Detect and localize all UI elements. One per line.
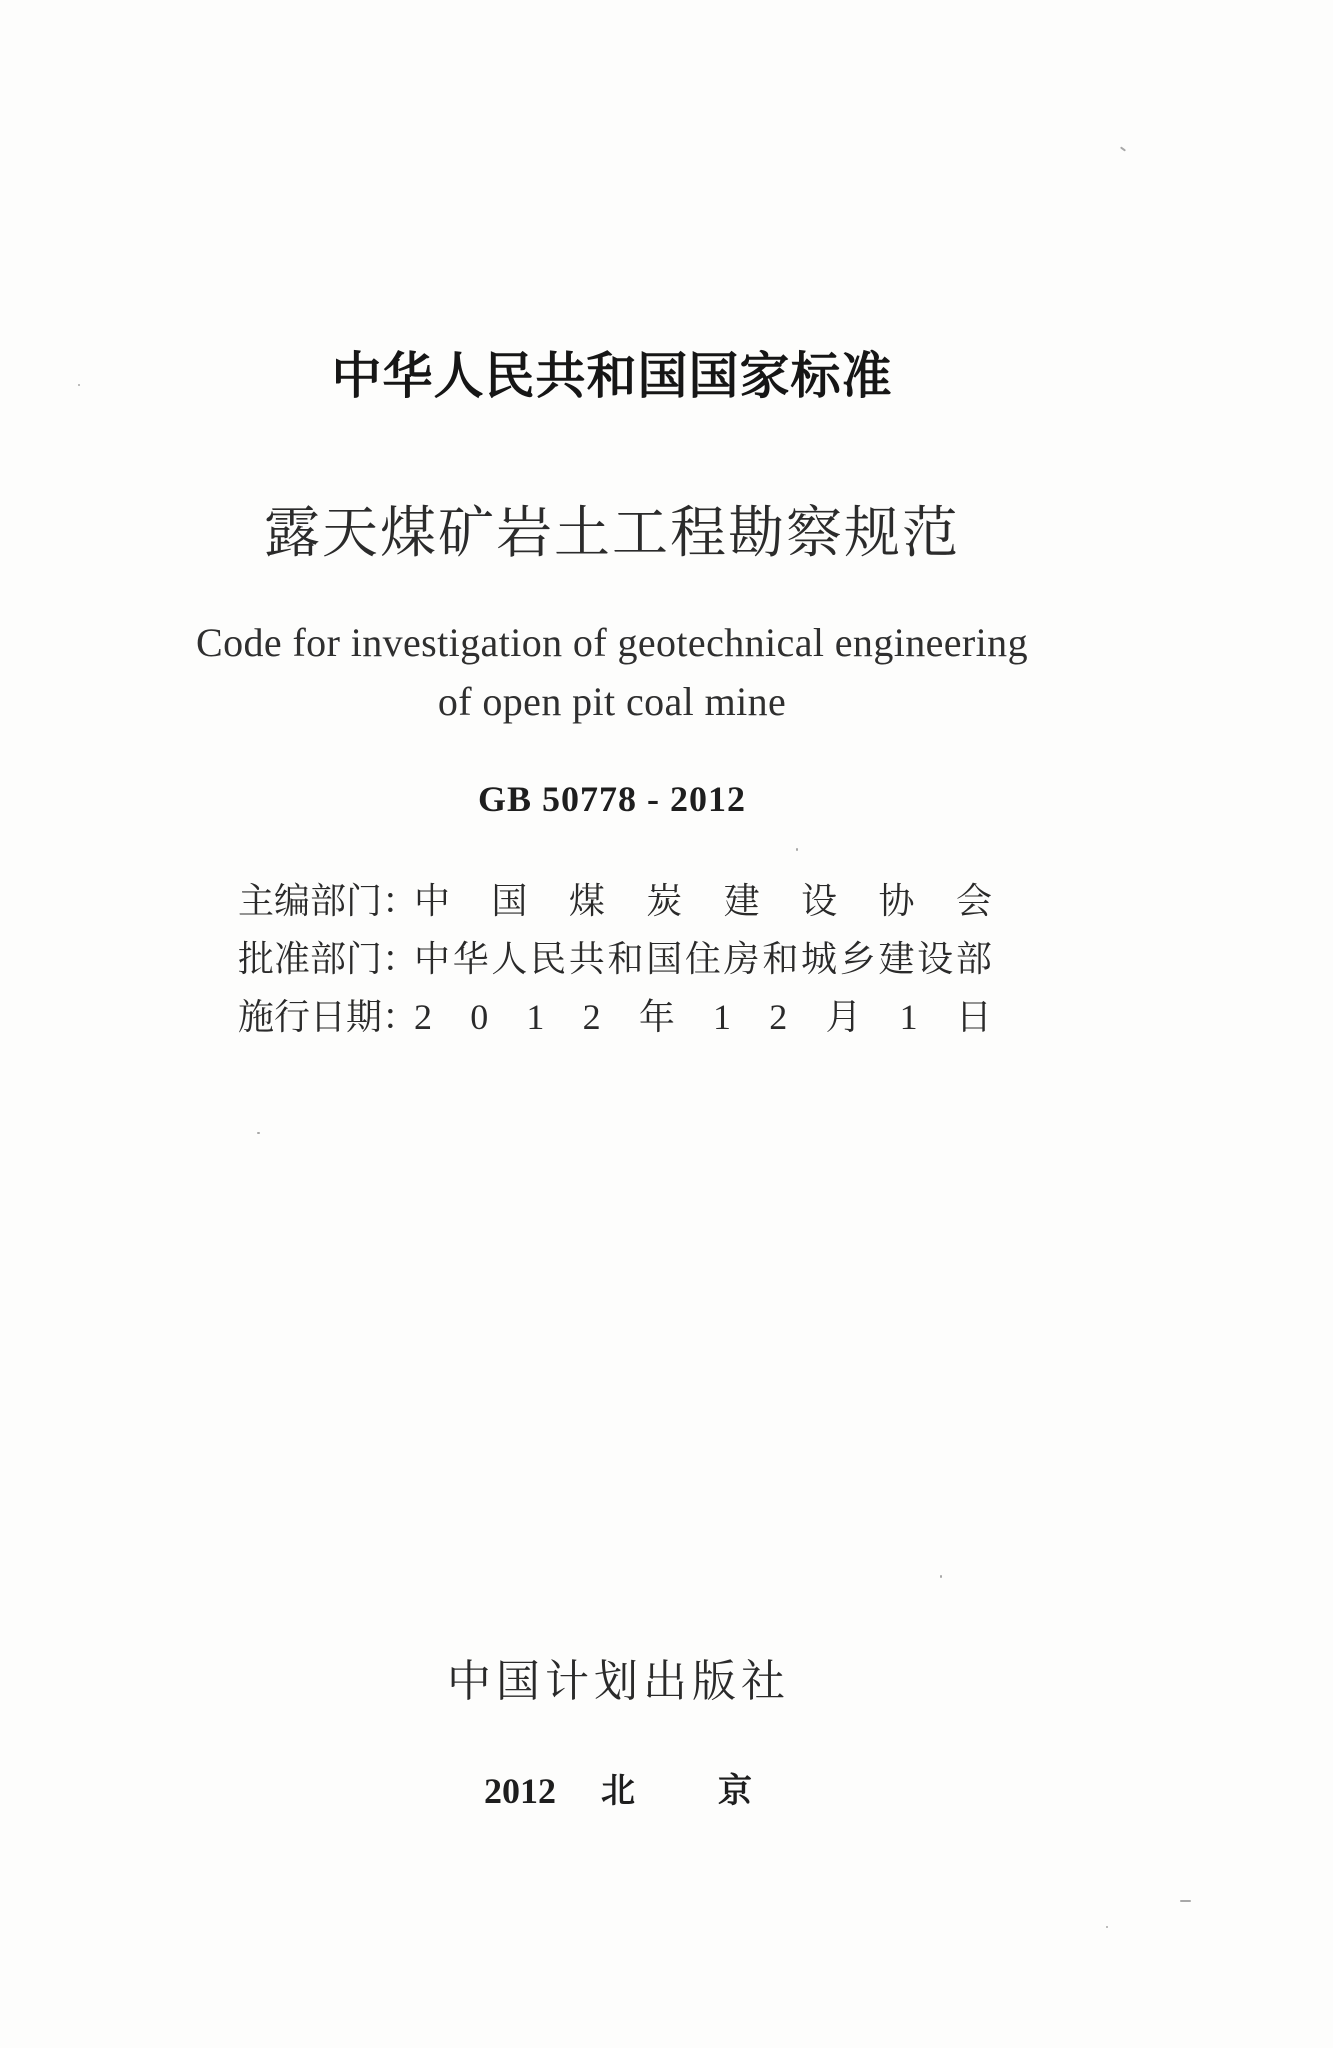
text-char: 会 bbox=[955, 881, 992, 921]
text-char: 部 bbox=[955, 939, 992, 979]
text-char: 日 bbox=[955, 997, 992, 1037]
text-char: 1 bbox=[526, 997, 545, 1037]
scan-speck bbox=[78, 384, 80, 386]
standard-number: GB 50778 - 2012 bbox=[477, 779, 746, 819]
detail-value bbox=[414, 930, 992, 988]
detail-row-editor bbox=[238, 872, 992, 930]
text-char: 中 bbox=[414, 939, 451, 979]
text-char: 京 bbox=[718, 1771, 752, 1811]
text-char: 人 bbox=[491, 939, 528, 979]
text-char: 设 bbox=[917, 939, 954, 979]
publisher-name: 中国计划出版社 bbox=[447, 1656, 790, 1707]
scan-speck bbox=[257, 1132, 260, 1134]
standard-category: 中华人民共和国国家标准 bbox=[331, 347, 893, 405]
text-char: 协 bbox=[878, 881, 915, 921]
text-char: 炭 bbox=[646, 881, 683, 921]
text-char: 0 bbox=[470, 997, 489, 1037]
text-char: 中 bbox=[414, 881, 451, 921]
detail-row-approver bbox=[238, 930, 992, 988]
text-char: 和 bbox=[762, 939, 799, 979]
detail-value bbox=[414, 872, 992, 930]
scan-speck bbox=[1106, 1926, 1108, 1928]
text-char: 2 bbox=[414, 997, 432, 1037]
scan-speck bbox=[940, 1575, 942, 1578]
detail-label: 主编部门： bbox=[238, 881, 419, 921]
imprint-city bbox=[601, 1766, 752, 1816]
imprint bbox=[484, 1766, 752, 1816]
text-char: 2 bbox=[769, 997, 788, 1037]
scan-speck bbox=[1120, 146, 1126, 151]
text-char: 和 bbox=[607, 939, 644, 979]
text-char: 北 bbox=[601, 1771, 635, 1811]
text-char: 民 bbox=[530, 939, 567, 979]
text-char: 1 bbox=[713, 997, 732, 1037]
text-char: 建 bbox=[723, 881, 760, 921]
imprint-year: 2012 bbox=[484, 1771, 556, 1811]
text-char: 年 bbox=[638, 997, 675, 1037]
text-char: 煤 bbox=[568, 881, 605, 921]
text-char: 华 bbox=[452, 939, 489, 979]
detail-value bbox=[414, 988, 992, 1046]
title-chinese: 露天煤矿岩土工程勘察规范 bbox=[264, 501, 960, 566]
detail-label: 施行日期： bbox=[238, 997, 419, 1037]
text-char: 2 bbox=[582, 997, 601, 1037]
text-char: 城 bbox=[801, 939, 838, 979]
text-char: 房 bbox=[723, 939, 760, 979]
text-char: 设 bbox=[801, 881, 838, 921]
text-char: 国 bbox=[491, 881, 528, 921]
text-char: 共 bbox=[568, 939, 605, 979]
text-char: 国 bbox=[646, 939, 683, 979]
text-char: 建 bbox=[878, 939, 915, 979]
text-char: 1 bbox=[899, 997, 918, 1037]
title-english-line-1: Code for investigation of geotechnical engineering bbox=[196, 620, 1028, 665]
details-block bbox=[238, 872, 992, 1046]
scan-speck bbox=[796, 848, 798, 851]
detail-row-effective-date bbox=[238, 988, 992, 1046]
text-char: 月 bbox=[825, 997, 862, 1037]
detail-label: 批准部门： bbox=[238, 939, 419, 979]
scan-speck bbox=[1180, 1900, 1191, 1902]
text-char: 住 bbox=[684, 939, 721, 979]
title-english-line-2: of open pit coal mine bbox=[437, 679, 787, 724]
text-char: 乡 bbox=[839, 939, 876, 979]
